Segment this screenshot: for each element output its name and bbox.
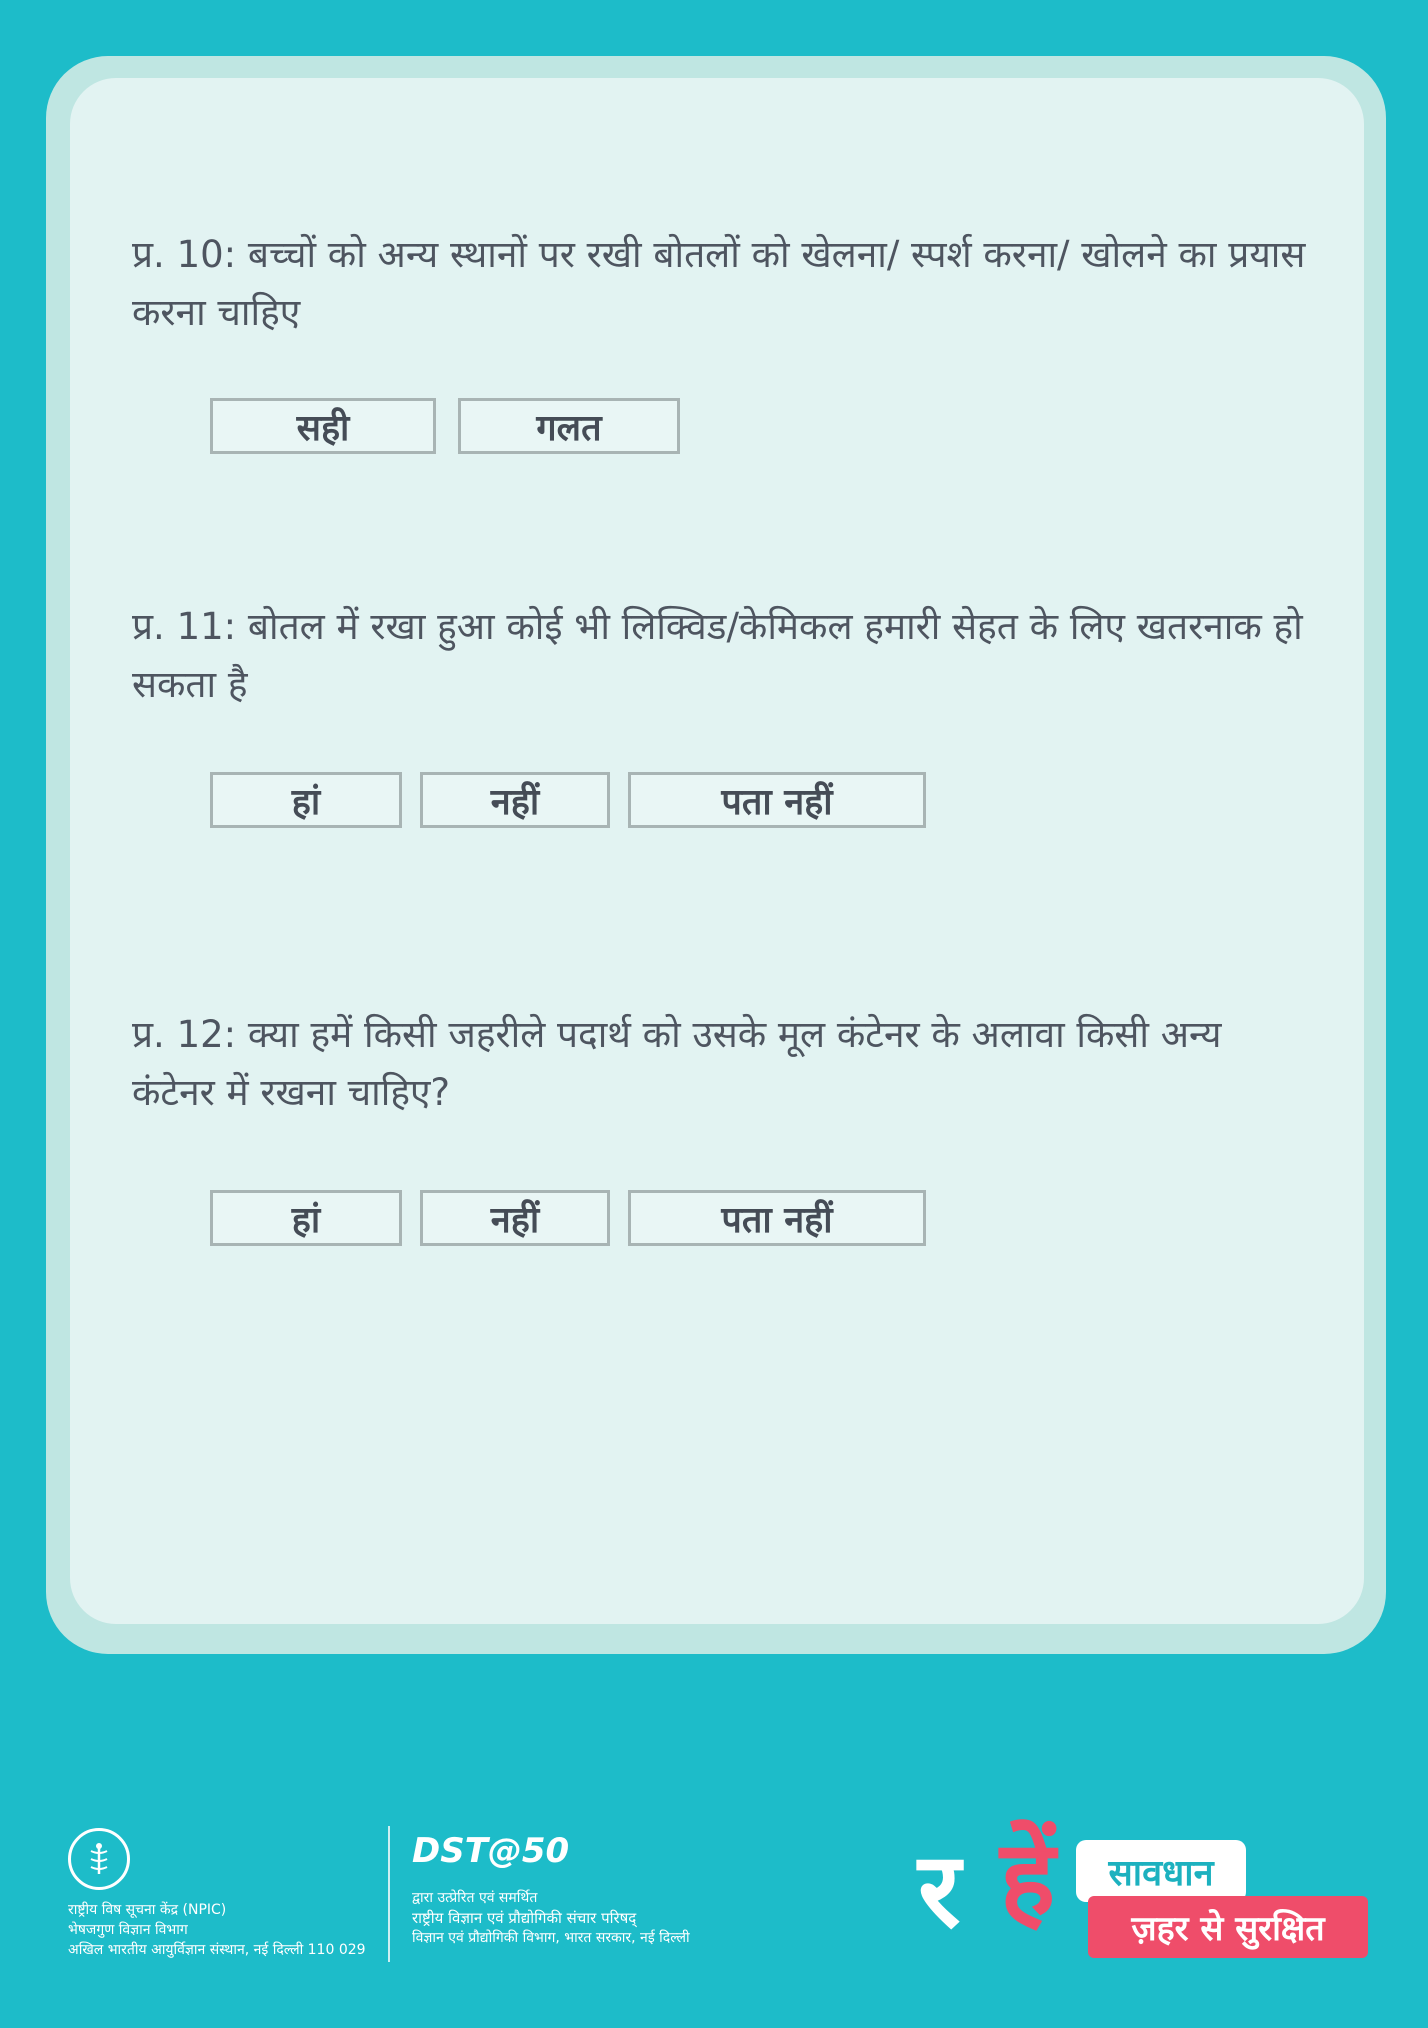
npic-address: अखिल भारतीय आयुर्विज्ञान संस्थान, नई दिल्ली 110 029	[68, 1942, 366, 1958]
option-yes-q11[interactable]: हां	[210, 772, 402, 828]
dst-logo-text: DST@50	[412, 1831, 570, 1871]
option-false-q10[interactable]: गलत	[458, 398, 680, 454]
npic-name: राष्ट्रीय विष सूचना केंद्र (NPIC)	[68, 1902, 227, 1918]
question-11: प्र. 11: बोतल में रखा हुआ कोई भी लिक्विड/केमिकल हमारी सेहत के लिए खतरनाक हो सकता है	[132, 605, 1303, 706]
option-dont-know-q12[interactable]: पता नहीं	[628, 1190, 926, 1246]
dst-department: विज्ञान एवं प्रौद्योगिकी विभाग, भारत सरकार, नई दिल्ली	[412, 1930, 690, 1946]
option-true-q10[interactable]: सही	[210, 398, 436, 454]
npic-info	[68, 1900, 366, 1960]
brand-tag-savdhan: सावधान	[1076, 1840, 1246, 1902]
option-no-q12[interactable]: नहीं	[420, 1190, 610, 1246]
option-yes-q12[interactable]: हां	[210, 1190, 402, 1246]
footer-divider	[388, 1826, 390, 1962]
option-no-q11[interactable]: नहीं	[420, 772, 610, 828]
dst-council: राष्ट्रीय विज्ञान एवं प्रौद्योगिकी संचार परिषद्	[412, 1909, 637, 1927]
dst-logo	[412, 1826, 570, 1882]
option-dont-know-q11[interactable]: पता नहीं	[628, 772, 926, 828]
question-10: प्र. 10: बच्चों को अन्य स्थानों पर रखी बोतलों को खेलना/ स्पर्श करना/ खोलने का प्रयास करना चाहिए	[132, 233, 1306, 334]
brand-ra-glyph: र	[918, 1829, 961, 1951]
npic-department: भेषजगुण विज्ञान विभाग	[68, 1922, 188, 1938]
brand-tag-safe: ज़हर से सुरक्षित	[1088, 1896, 1368, 1958]
question-12: प्र. 12: क्या हमें किसी जहरीले पदार्थ को उसके मूल कंटेनर के अलावा किसी अन्य कंटेनर में रखना चाहिए?	[132, 1013, 1222, 1114]
aiims-emblem-icon	[68, 1828, 130, 1890]
dst-support-line: द्वारा उत्प्रेरित एवं समर्थित	[412, 1890, 538, 1906]
brand-he-glyph: हें	[1000, 1817, 1056, 1939]
dst-info	[412, 1888, 690, 1948]
